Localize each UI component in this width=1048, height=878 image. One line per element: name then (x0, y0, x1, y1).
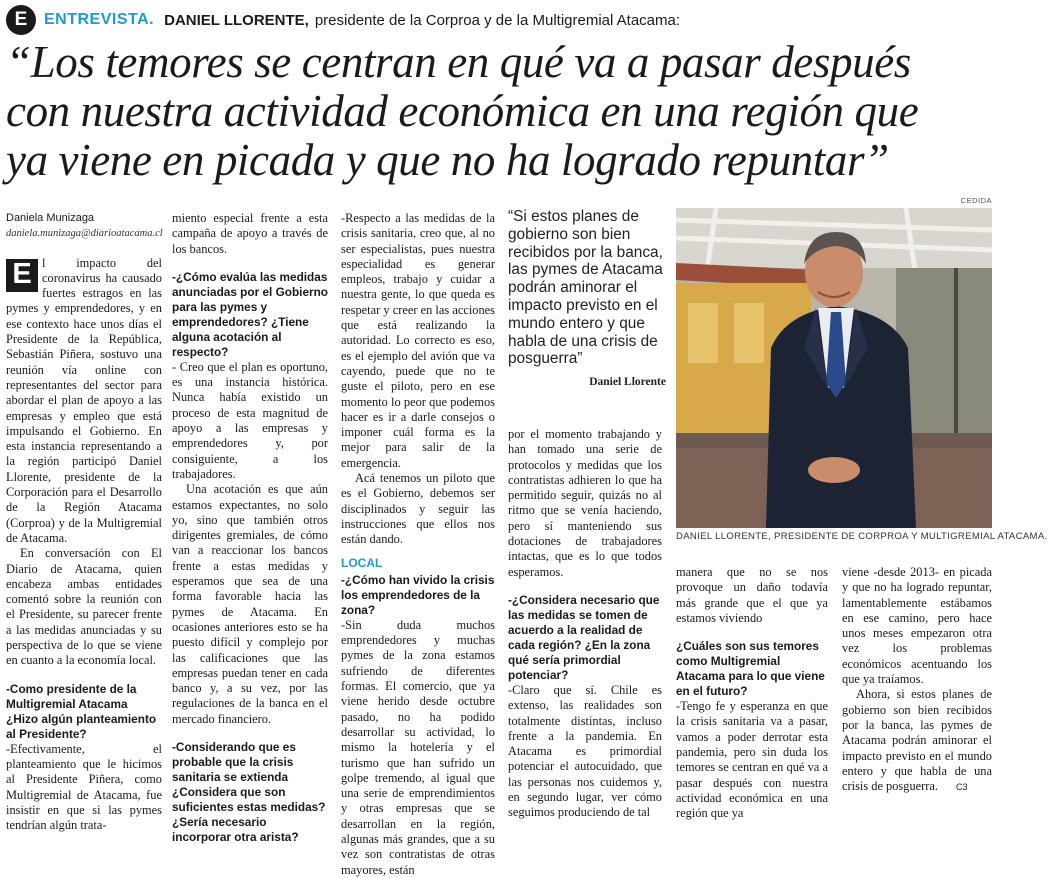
headline-line: con nuestra actividad económica en una región que (6, 86, 919, 136)
pull-quote-attribution: Daniel Llorente (589, 376, 666, 389)
question: -¿Considera necesario que las medidas se tomen de acuerdo a la realidad de cada región? ¿En la zona qué sería primordial potenciar? (508, 592, 660, 682)
drop-cap: E (6, 259, 38, 292)
pull-quote-text: “Si estos planes de gobierno son bien recibidos por la banca, las pymes de Atacama podrán aminorar el impacto previsto en el mundo entero y que habla de una crisis de posguerra” (508, 208, 663, 368)
question: ¿Cuáles son sus temores como Multigremial Atacama para lo que viene en el futuro? (676, 639, 825, 699)
section-badge: E (6, 5, 36, 35)
section-name: ENTREVISTA. (44, 11, 155, 28)
lead-paragraph: l impacto del coronavirus ha causado fuertes estragos en las pymes y emprendedores, y en ese contexto hace unos días el Presidente de la República, Sebastián Piñera, sostuvo una reunión vía online con representantes del sector para abordar el plan de apoyo a las empresas y empleo que está impulsando el Gobierno. En esta instancia representando a la región participó Daniel Llorente, presidente de la Corporación para el Desarrollo de la Región Atacama (Corproa) y de la Multigremial de Atacama. (6, 255, 162, 545)
column-3 (341, 211, 495, 878)
question: -Considerando que es probable que la crisis sanitaria se extienda ¿Considera que son suficientes estas medidas? ¿Sería necesario incorporar otra arista? (172, 740, 326, 845)
interviewee-name: DANIEL LLORENTE, (164, 11, 309, 29)
headline-line: “Los temores se centran en qué va a pasar después (6, 37, 911, 87)
paragraph: Acá tenemos un piloto que es el Gobierno, debemos ser disciplinados y seguir las instrucciones que ellos nos están dando. (341, 471, 495, 547)
pull-quote (508, 208, 666, 392)
section-label: LOCAL (341, 555, 383, 570)
answer: -Sin duda muchos emprendedores y muchas pymes de la zona estamos sufriendo de diferentes formas. El comercio, que ya viene herido desde octubre pasado, no ha podido desarrollar su actividad, lo mismo la hotelería y el turismo que han sufrido un golpe tremendo, al igual que una serie de emprendimientos y otras empresas que se desarrollan en la región, algunas más grandes, que a su vez son contratistas de otras mayores, están (341, 617, 495, 877)
article-kicker (6, 4, 680, 36)
interviewee-role: presidente de la Corproa y de la Multigremial Atacama: (314, 11, 681, 29)
byline-email: daniela.munizaga@diarioatacama.cl (6, 228, 163, 240)
headline (6, 38, 996, 185)
paragraph: Una acotación es que aún estamos expectantes, no solo yo, sino que también otros dirigentes gremiales, de cómo van a reaccionar los bancos frente a estas medidas y esperamos que sea de una forma favorable hacia las pymes de Atacama. En ocasiones anteriores esto se ha puesto difícil y complejo por las calificaciones que las empresas puedan tener en cada banco y, a su vez, por las regulaciones de la banca en el mercado financiero. (172, 482, 328, 726)
end-mark-icon: C3 (956, 782, 968, 793)
paragraph (842, 687, 992, 795)
paragraph: -Respecto a las medidas de la crisis sanitaria, creo que, al no ser especialistas, pues nuestra especialidad es generar empleos, trabajo y cuidar a nuestra gente, lo que queda es respetar y creer en las acciones que está realizando la autoridad. Lo correcto es eso, es el ejemplo del avión que va cayendo, puede que no te guste el piloto, pero en ese momento lo peor que podemos hacer es ir a darle consejos o imponer cuál forma es la mejor para salir de la emergencia. (341, 211, 495, 470)
portrait-photo (676, 208, 992, 528)
column-6 (842, 565, 992, 795)
answer: -Tengo fe y esperanza en que la crisis sanitaria va a pasar, vamos a poder derrotar esta pandemia, pero sin duda los temores se centran en qué va a pasar después con nuestra actividad económica en una región que ya (676, 699, 828, 821)
question: -¿Cómo evalúa las medidas anunciadas por el Gobierno para las pymes y emprendedores? ¿Tiene alguna acotación al respecto? (172, 269, 329, 359)
paragraph: manera que no se nos provoque un daño todavía más grande que el que ya estamos viviendo (676, 565, 828, 625)
portrait-illustration (676, 208, 992, 528)
column-4 (508, 427, 662, 821)
paragraph: viene -desde 2013- en picada y que no ha logrado repuntar, lamentablemente estábamos en ese camino, pero hace unos meses empezaron otra vez los problemas económicos acentuando los que ya traíamos. (842, 565, 992, 687)
column-5 (676, 565, 828, 822)
column-2 (172, 211, 328, 845)
closing-paragraph: Ahora, si estos planes de gobierno son bien recibidos por la banca, las pymes de Atacama podrán aminorar el impacto previsto en el mundo entero y que habla de una crisis de posguerra. (842, 687, 992, 794)
answer: -Claro que sí. Chile es extenso, las realidades son totalmente distintas, incluso frente a la pandemia. En Atacama es primordial potenciar el autocuidado, que las personas nos cuidemos y, en segundo lugar, ver cómo seguimos produciendo de tal (508, 682, 662, 820)
photo-credit: CEDIDA (960, 196, 992, 205)
question: -¿Cómo han vivido la crisis los emprendedores de la zona? (341, 572, 495, 617)
paragraph: por el momento trabajando y han tomado una serie de protocolos y medidas que los contratistas adhieren lo que ha permitido seguir, quizás no al ritmo que se venía haciendo, pero sí manteniendo sus dotaciones de trabajadores intactas, que es lo que todos esperamos. (508, 427, 662, 579)
byline-author: Daniela Munizaga (6, 212, 95, 224)
answer: -Efectivamente, el planteamiento que le hicimos al Presidente Piñera, como Multigremial de Atacama, fue insistir en que si las pymes tendrían algún trata- (6, 741, 162, 833)
answer: - Creo que el plan es oportuno, es una instancia histórica. Nunca había existido un proceso de esta magnitud de apoyo a las empresas y emprendedores y, por consiguiente, a los trabajadores. (172, 359, 328, 481)
question: -Como presidente de la Multigremial Atacama ¿Hizo algún planteamiento al Presidente? (6, 681, 157, 741)
photo-caption: DANIEL LLORENTE, PRESIDENTE DE CORPROA Y MULTIGREMIAL ATACAMA. (676, 531, 1048, 542)
paragraph: miento especial frente a esta campaña de apoyo a través de los bancos. (172, 211, 328, 256)
paragraph: En conversación con El Diario de Atacama, quien encabeza ambas entidades comentó sobre la reunión con el Presidente, su parecer frente a las medidas anunciadas y su perspectiva de lo que se viene en cuanto a la economía local. (6, 546, 162, 668)
column-1 (6, 211, 162, 833)
headline-line: ya viene en picada y que no ha logrado repuntar” (6, 135, 889, 185)
